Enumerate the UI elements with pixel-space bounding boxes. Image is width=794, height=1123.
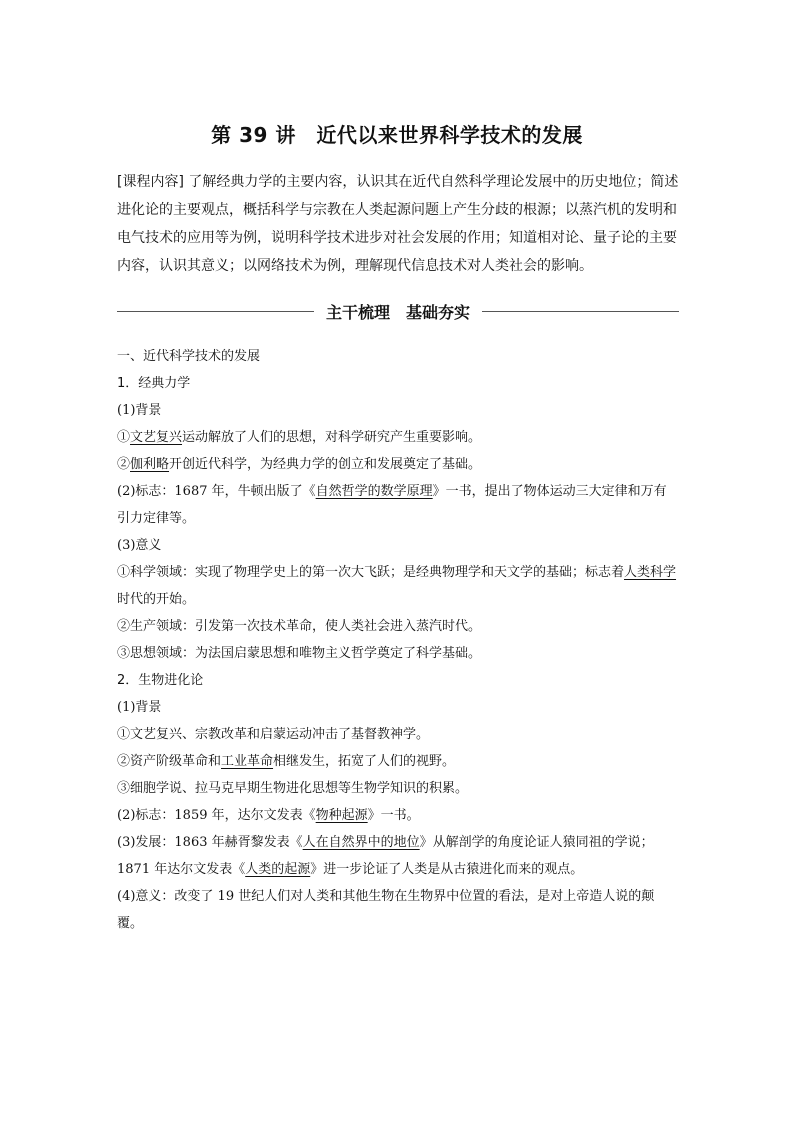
list-item: [117, 748, 679, 775]
item-text: 相继发生，拓宽了人们的视野。: [273, 754, 456, 769]
list-item: [117, 478, 679, 532]
item-text: ①: [117, 430, 131, 445]
list-item: (4)意义：改变了 19 世纪人们对人类和其他生物在生物界中位置的看法，是对上帝造人说的颠覆。: [117, 889, 655, 931]
section-divider: [117, 298, 679, 324]
list-item: [117, 802, 679, 829]
divider-rule-left: [117, 311, 314, 312]
subheading-background: (1)背景: [117, 700, 162, 715]
item-text: 运动解放了人们的思想，对科学研究产生重要影响。: [182, 430, 482, 445]
fill-blank-answer: 文艺复兴: [130, 430, 183, 445]
list-item: [117, 424, 679, 451]
item-text: (2)标志：1687 年，牛顿出版了《: [117, 484, 316, 499]
list-item: ③细胞学说、拉马克早期生物进化思想等生物学知识的积累。: [117, 781, 469, 796]
item-text: ①科学领域：实现了物理学史上的第一次大飞跃；是经典物理学和天文学的基础；标志着: [117, 565, 625, 580]
heading-level1: 一、近代科学技术的发展: [117, 349, 261, 364]
fill-blank-answer: 人类的起源: [245, 862, 311, 877]
main-content: [117, 343, 679, 937]
item-text: 》从解剖学的角度论证人猿同祖的学说；1871 年达尔文发表《: [117, 835, 654, 877]
divider-rule-right: [482, 311, 679, 312]
heading-classical-mechanics: 1．经典力学: [117, 376, 191, 391]
subheading-background: (1)背景: [117, 403, 162, 418]
item-text: 开创近代科学，为经典力学的创立和发展奠定了基础。: [169, 457, 482, 472]
list-item: [117, 829, 679, 883]
fill-blank-answer: 伽利略: [130, 457, 170, 472]
fill-blank-answer: 人类科学: [624, 565, 677, 580]
item-text: 》一书。: [367, 808, 420, 823]
item-text: (3)发展：1863 年赫胥黎发表《: [117, 835, 303, 850]
list-item: ①文艺复兴、宗教改革和启蒙运动冲击了基督教神学。: [117, 727, 430, 742]
fill-blank-answer: 工业革命: [221, 754, 274, 769]
item-text: (2)标志：1859 年，达尔文发表《: [117, 808, 316, 823]
list-item: ③思想领域：为法国启蒙思想和唯物主义哲学奠定了科学基础。: [117, 646, 482, 661]
list-item: ②生产领域：引发第一次技术革命，使人类社会进入蒸汽时代。: [117, 619, 482, 634]
list-item: [117, 559, 679, 613]
item-text: ②资产阶级革命和: [117, 754, 222, 769]
page-title: 第 39 讲 近代以来世界科学技术的发展: [211, 123, 583, 147]
item-text: 时代的开始。: [117, 592, 196, 607]
course-content-text: 了解经典力学的主要内容，认识其在近代自然科学理论发展中的历史地位；简述进化论的主要观点，概括科学与宗教在人类起源问题上产生分歧的根源；以蒸汽机的发明和电气技术的应用等为例，说明科学技术进步对社会发展的作用；知道相对论、量子论的主要内容，认识其意义；以网络技术为例，理解现代信息技术对人类社会的影响。: [117, 174, 679, 274]
fill-blank-answer: 物种起源: [315, 808, 368, 823]
fill-blank-answer: 人在自然界中的地位: [302, 835, 420, 850]
section-heading: 主干梳理 基础夯实: [326, 302, 471, 322]
list-item: [117, 451, 679, 478]
item-text: 》进一步论证了人类是从古猿进化而来的观点。: [310, 862, 584, 877]
item-text: ②: [117, 457, 131, 472]
subheading-significance: (3)意义: [117, 538, 162, 553]
fill-blank-answer: 自然哲学的数学原理: [315, 484, 433, 499]
course-content-paragraph: [117, 168, 679, 280]
course-content-tag: [课程内容]: [117, 174, 184, 190]
item-text: 》一书，提出了物体运动三大定律和万有引力定律等。: [117, 484, 667, 526]
heading-evolution: 2．生物进化论: [117, 673, 204, 688]
